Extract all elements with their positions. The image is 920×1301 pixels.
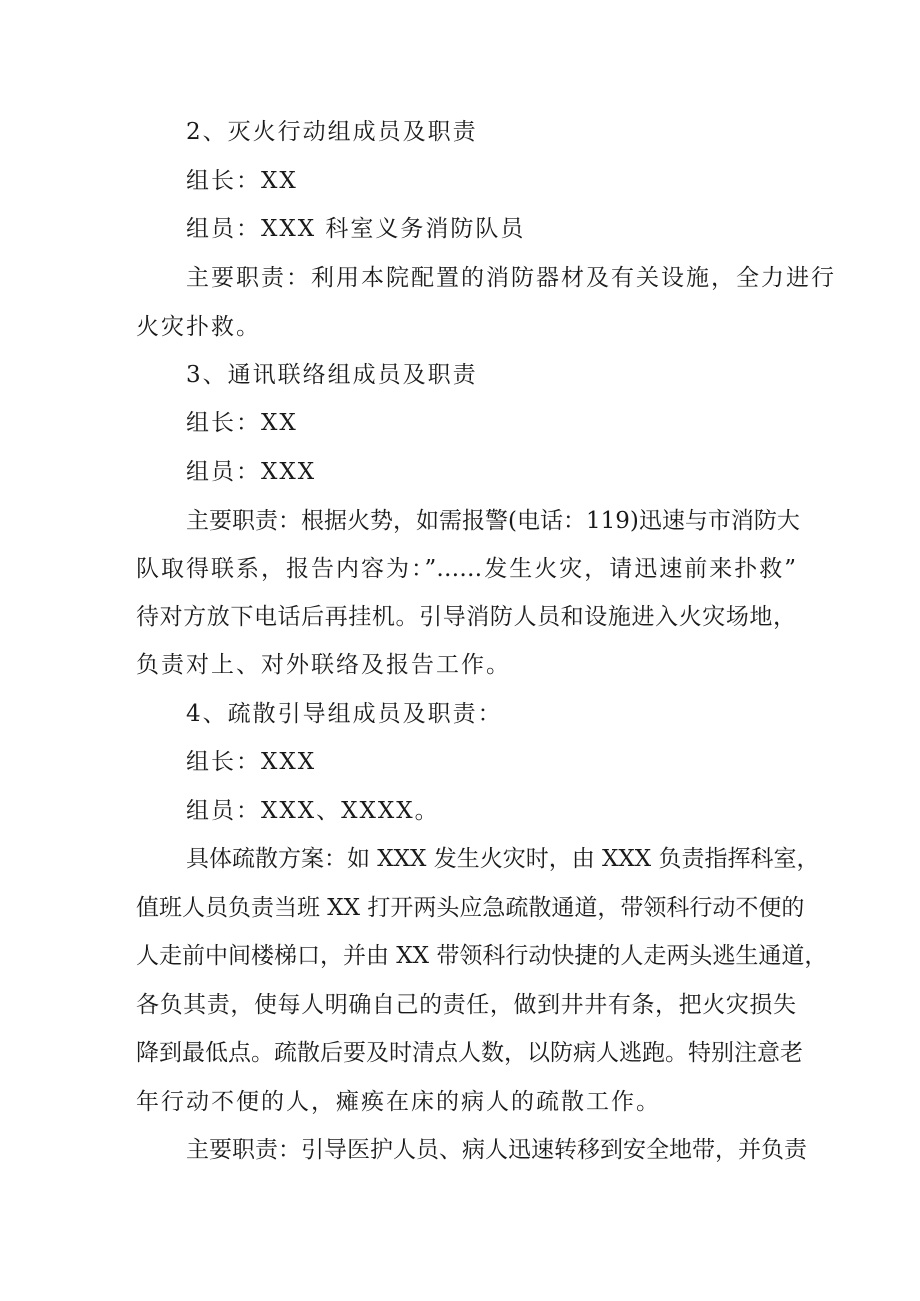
paragraph-line: 主要职责：利用本院配置的消防器材及有关设施，全力进行 bbox=[186, 265, 836, 291]
section-heading-evacuation-team: 4、疏散引导组成员及职责： bbox=[186, 701, 503, 727]
paragraph-line: 组长：XXX bbox=[186, 749, 317, 775]
paragraph-line: 负责对上、对外联络及报告工作。 bbox=[136, 652, 511, 678]
paragraph-line: 组员：XXX、XXXX。 bbox=[186, 798, 440, 824]
paragraph-line: 值班人员负责当班 XX 打开两头应急疏散通道，带领科行动不便的 bbox=[136, 895, 805, 921]
section-heading-firefighting-team: 2、灭火行动组成员及职责 bbox=[186, 119, 478, 145]
paragraph-line: 组员：XXX 科室义务消防队员 bbox=[186, 216, 526, 242]
paragraph-line: 主要职责：引导医护人员、病人迅速转移到安全地带，并负责 bbox=[186, 1137, 807, 1163]
paragraph-line: 队取得联系，报告内容为：”……发生火灾，请迅速前来扑救” bbox=[136, 556, 796, 582]
paragraph-line: 火灾扑救。 bbox=[136, 314, 261, 340]
paragraph-line: 待对方放下电话后再挂机。引导消防人员和设施进入火灾场地， bbox=[136, 604, 796, 630]
paragraph-line: 人走前中间楼梯口，并由 XX 带领科行动快捷的人走两头逃生通道， bbox=[136, 943, 828, 969]
paragraph-line: 组长：XX bbox=[186, 168, 298, 194]
section-heading-communication-team: 3、通讯联络组成员及职责 bbox=[186, 362, 478, 388]
paragraph-line: 组长：XX bbox=[186, 410, 298, 436]
paragraph-line: 具体疏散方案：如 XXX 发生火灾时，由 XXX 负责指挥科室， bbox=[186, 846, 820, 872]
paragraph-line: 组员：XXX bbox=[186, 459, 317, 485]
paragraph-line: 主要职责：根据火势，如需报警(电话：119)迅速与市消防大 bbox=[186, 508, 800, 534]
paragraph-line: 各负其责，使每人明确自己的责任，做到井井有条，把火灾损失 bbox=[136, 992, 796, 1018]
paragraph-line: 年行动不便的人，瘫痪在床的病人的疏散工作。 bbox=[136, 1089, 661, 1115]
paragraph-line: 降到最低点。疏散后要及时清点人数，以防病人逃跑。特别注意老 bbox=[136, 1040, 803, 1066]
